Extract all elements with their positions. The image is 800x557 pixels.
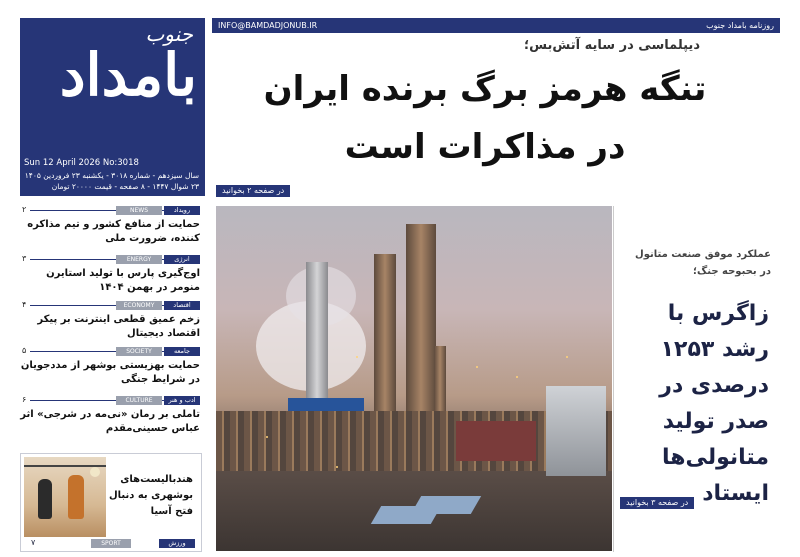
- light: [266, 436, 268, 438]
- roof: [411, 496, 481, 514]
- news-bar: [20, 346, 200, 357]
- page-number: ۴: [22, 300, 27, 309]
- divider: [30, 400, 116, 401]
- news-bar: [20, 300, 200, 311]
- category-en: SPORT: [91, 539, 131, 548]
- news-bar: [20, 205, 200, 216]
- category-fa: انرژی: [164, 255, 200, 264]
- issue-date-fa: [24, 170, 199, 192]
- category-en: SOCIETY: [116, 347, 162, 356]
- sport-box[interactable]: [20, 453, 202, 552]
- newspaper-name: روزنامه بامداد جنوب: [706, 21, 774, 30]
- divider: [30, 259, 116, 260]
- news-title: تاملی بر رمان «نی‌مه در شرجی» اثر عباس حسینی‌مقدم: [20, 409, 200, 434]
- lead-headline-line1: تنگه هرمز برگ برنده ایران: [263, 69, 707, 109]
- divider: [30, 305, 116, 306]
- top-strip: [212, 18, 780, 33]
- masthead: [20, 18, 205, 196]
- category-fa: ادب و هنر: [164, 396, 200, 405]
- page-number: ۷: [31, 538, 36, 547]
- news-item[interactable]: [20, 346, 200, 387]
- sport-title: هندبالیست‌های بوشهری به دنبال فتح آسیا: [108, 474, 193, 517]
- category-en: ENERGY: [116, 255, 162, 264]
- news-bar: [20, 254, 200, 265]
- sport-bar: [31, 538, 195, 548]
- ball: [90, 467, 100, 477]
- light: [516, 376, 518, 378]
- news-item[interactable]: [20, 300, 200, 341]
- news-title: حمایت از منافع کشور و تیم مذاکره کننده، ضرورت ملی: [27, 219, 200, 244]
- masthead-subtitle: جنوب: [145, 22, 193, 46]
- divider: [30, 351, 116, 352]
- contact-email[interactable]: INFO@BAMDADJONUB.IR: [218, 21, 318, 30]
- light: [336, 466, 338, 468]
- page-number: ۶: [22, 395, 27, 404]
- lead-headline-line2: در مذاکرات است: [344, 127, 626, 167]
- category-fa: جامعه: [164, 347, 200, 356]
- category-fa: رویداد: [164, 206, 200, 215]
- page-number: ۳: [22, 254, 27, 263]
- distillation-column: [374, 254, 396, 414]
- masthead-logo: بامداد: [59, 41, 197, 109]
- light: [566, 356, 568, 358]
- light: [356, 356, 358, 358]
- player: [68, 475, 84, 519]
- feature-page-tag[interactable]: در صفحه ۳ بخوانید: [620, 497, 694, 509]
- light: [476, 366, 478, 368]
- category-en: CULTURE: [116, 396, 162, 405]
- page-number: ۵: [22, 346, 27, 355]
- plant-photo: [216, 206, 612, 551]
- category-fa: ورزش: [159, 539, 195, 548]
- news-title: حمایت بهزیستی بوشهر از مددجویان در شرایط جنگی: [20, 360, 200, 385]
- lead-page-tag[interactable]: در صفحه ۲ بخوانید: [216, 185, 290, 197]
- page-number: ۲: [22, 205, 27, 214]
- divider: [30, 210, 116, 211]
- news-bar: [20, 395, 200, 406]
- category-en: ECONOMY: [116, 301, 162, 310]
- distillation-column: [406, 224, 436, 424]
- news-item[interactable]: [20, 395, 200, 436]
- news-title: زخم عمیق قطعی اینترنت بر پیکر اقتصاد دیجیتال: [37, 314, 200, 339]
- red-unit: [456, 421, 536, 461]
- lead-kicker: دیپلماسی در سایه آتش‌بس؛: [523, 38, 700, 53]
- issue-date-en: Sun 12 April 2026 No:3018: [24, 158, 139, 168]
- lead-headline[interactable]: [225, 60, 745, 176]
- player: [38, 479, 52, 519]
- news-item[interactable]: [20, 205, 200, 246]
- news-item[interactable]: [20, 254, 200, 295]
- feature-kicker: عملکرد موفق صنعت متانول در بحبوحه جنگ؛: [635, 249, 771, 277]
- news-title: اوج‌گیری پارس با تولید استایرن منومر در بهمن ۱۴۰۴: [46, 268, 200, 293]
- handball-photo: [24, 457, 106, 537]
- white-tank: [546, 386, 606, 476]
- feature-headline: زاگرس با رشد ۱۲۵۳ درصدی در صدر تولید متانولی‌ها ایستاد: [659, 301, 769, 506]
- issue-date-fa-line1: سال سیزدهم - شماره ۳۰۱۸ - یکشنبه ۲۳ فروردین ۱۴۰۵: [24, 171, 199, 180]
- category-en: NEWS: [116, 206, 162, 215]
- issue-date-fa-line2: ۲۳ شوال ۱۴۴۷ - ۸ صفحه - قیمت ۲۰۰۰۰ تومان: [51, 182, 199, 191]
- category-fa: اقتصاد: [164, 301, 200, 310]
